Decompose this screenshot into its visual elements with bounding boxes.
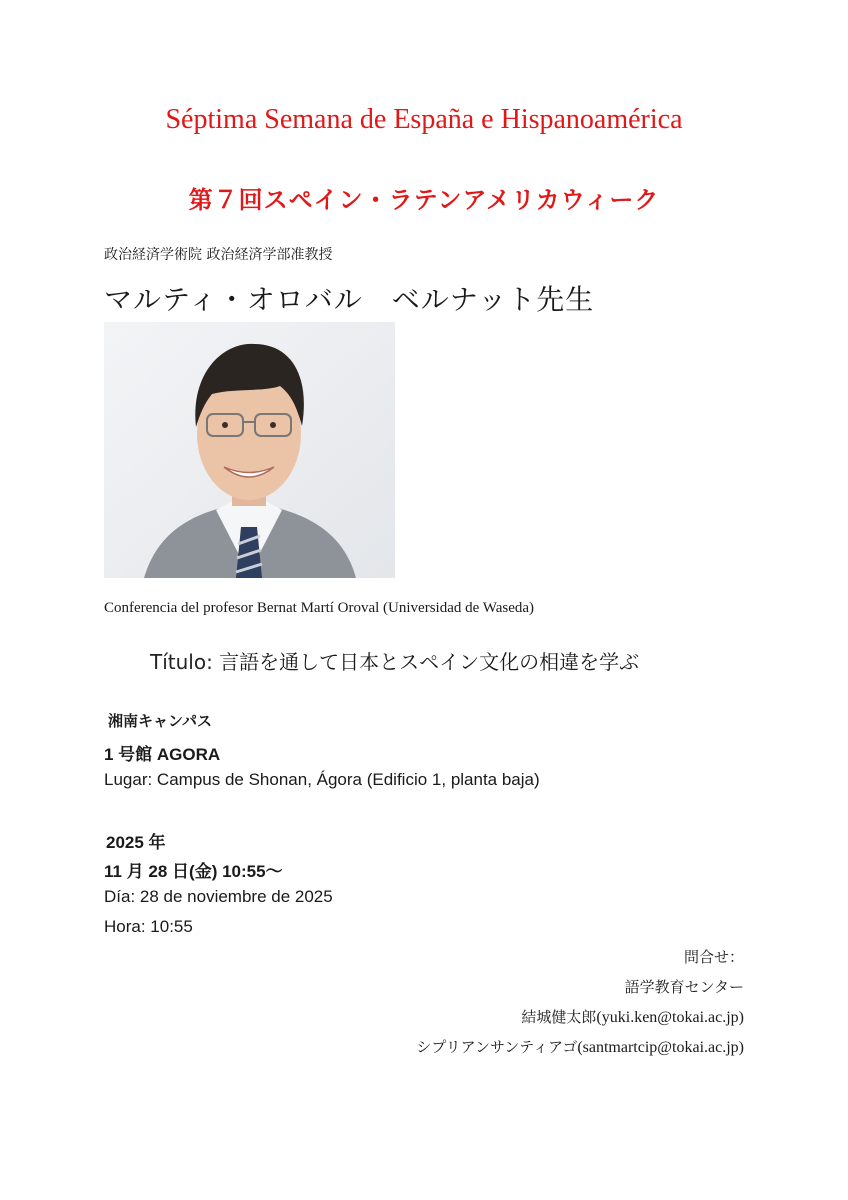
title-spanish: Séptima Semana de España e Hispanoamérica — [165, 104, 683, 135]
contact-center: 語学教育センター — [624, 978, 744, 996]
venue-building: 1 号館 AGORA — [104, 745, 221, 764]
venue-campus: 湘南キャンパス — [108, 712, 212, 730]
contact-person-2-name: シプリアンサンティアゴ — [416, 1038, 578, 1056]
speaker-name: マルティ・オロバル ベルナット先生 — [104, 283, 595, 316]
event-dia: Día: 28 de noviembre de 2025 — [104, 887, 333, 906]
speaker-affiliation: 政治経済学術院 政治経済学部准教授 — [104, 247, 333, 263]
talk-title-text: 言語を通して日本とスペイン文化の相違を学ぶ — [219, 650, 640, 674]
contact-label: 問合せ： — [683, 948, 744, 966]
talk-title-label: Título: — [150, 650, 213, 674]
contact-person-1 — [521, 1006, 744, 1027]
event-hora: Hora: 10:55 — [104, 917, 193, 936]
venue-lugar: Lugar: Campus de Shonan, Ágora (Edificio 1, planta baja) — [104, 770, 540, 789]
event-year: 2025 年 — [106, 833, 166, 852]
event-date-jp: 11 月 28 日(金) 10:55～ — [104, 862, 283, 881]
title-japanese: 第７回スペイン・ラテンアメリカウィーク — [188, 186, 660, 214]
contact-person-2 — [416, 1036, 744, 1057]
speaker-photo — [104, 322, 395, 578]
contact-person-1-email[interactable]: (yuki.ken@tokai.ac.jp) — [596, 1009, 744, 1026]
talk-title — [150, 646, 639, 675]
contact-person-2-email[interactable]: (santmartcip@tokai.ac.jp) — [577, 1039, 744, 1056]
contact-person-1-name: 結城健太郎 — [521, 1008, 597, 1026]
lecture-caption: Conferencia del profesor Bernat Martí Oroval (Universidad de Waseda) — [104, 600, 535, 616]
